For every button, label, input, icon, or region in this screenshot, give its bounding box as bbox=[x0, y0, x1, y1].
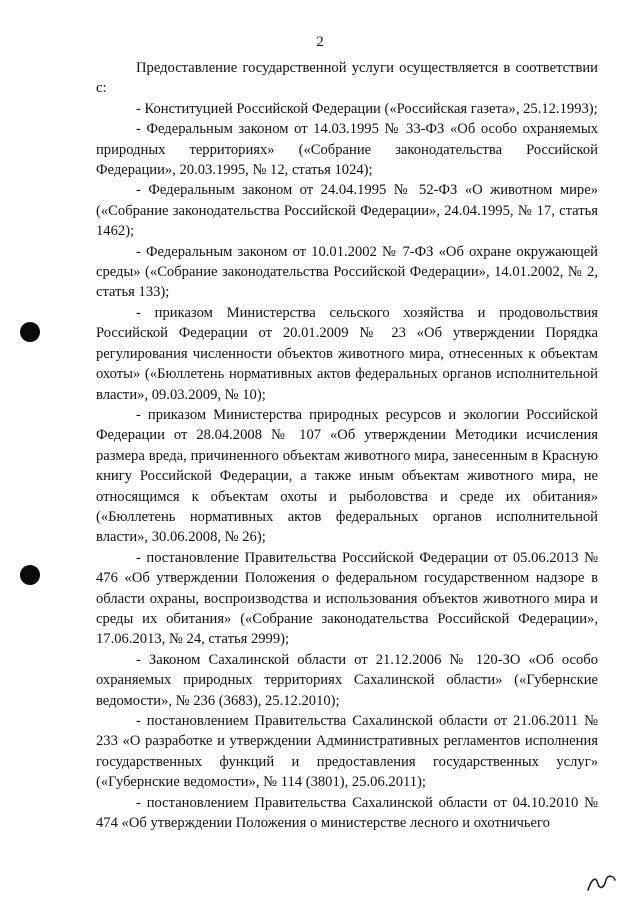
punch-hole-top bbox=[20, 322, 40, 342]
list-item-constitution: - Конституцией Российской Федерации («Российская газета», 25.12.1993); bbox=[136, 100, 598, 117]
list-item-resolution-476: - постановление Правительства Российской Федерации от 05.06.2013 № 476 «Об утверждении Положения о федеральном государственном надзоре в области охраны, воспроизводства и использования объектов животного мира и среды их обитания» («Собрание законодательства Российской Федерации», 17.06.2013, № 24, статья 2999); bbox=[96, 549, 598, 648]
list-item-law-7-fz: - Федеральным законом от 10.01.2002 № 7-ФЗ «Об охране окружающей среды» («Собрание законодательства Российской Федерации», 14.01.2002, № 2, статья 133); bbox=[96, 243, 598, 301]
list-item-resolution-474: - постановлением Правительства Сахалинской области от 04.10.2010 № 474 «Об утверждении Положения о министерстве лесного и охотничьего bbox=[96, 794, 598, 832]
intro-paragraph: Предоставление государственной услуги осуществляется в соответствии с: bbox=[96, 60, 598, 97]
list-item-resolution-233: - постановлением Правительства Сахалинской области от 21.06.2011 № 233 «О разработке и утверждении Административных регламентов исполнения государственных функций и предоставления государственных услуг» («Губернские ведомости», № 114 (3801), 25.06.2011); bbox=[96, 713, 598, 791]
handwritten-mark bbox=[584, 872, 618, 894]
punch-hole-bottom bbox=[20, 565, 40, 585]
list-item-law-120-zo: - Законом Сахалинской области от 21.12.2006 № 120-ЗО «Об особо охраняемых природных территориях Сахалинской области» («Губернские ведомости», № 236 (3683), 25.12.2010); bbox=[96, 651, 598, 709]
list-item-order-23: - приказом Министерства сельского хозяйства и продовольствия Российской Федерации от 20.01.2009 № 23 «Об утверждении Порядка регулирования численности объектов животного мира, отнесенных к объектам охоты» («Бюллетень нормативных актов федеральных органов исполнительной власти», 09.03.2009, № 10); bbox=[96, 304, 598, 403]
list-item-order-107: - приказом Министерства природных ресурсов и экологии Российской Федерации от 28.04.2008 № 107 «Об утверждении Методики исчисления размера вреда, причиненного объектам животного мира, занесенным в Красную книгу Российской Федерации, а также иным объектам животного мира, не относящимся к объектам охоты и рыболовства и среде их обитания» («Бюллетень нормативных актов федеральных органов исполнительной власти», 30.06.2008, № 26); bbox=[96, 406, 598, 546]
page-number: 2 bbox=[316, 34, 324, 50]
document-body bbox=[96, 58, 598, 833]
list-item-law-52-fz: - Федеральным законом от 24.04.1995 № 52-ФЗ «О животном мире» («Собрание законодательства Российской Федерации», 24.04.1995, № 17, статья 1462); bbox=[96, 182, 598, 240]
list-item-law-33-fz: - Федеральным законом от 14.03.1995 № 33-ФЗ «Об особо охраняемых природных территориях» («Собрание законодательства Российской Федерации», 20.03.1995, № 12, статья 1024); bbox=[96, 121, 598, 179]
